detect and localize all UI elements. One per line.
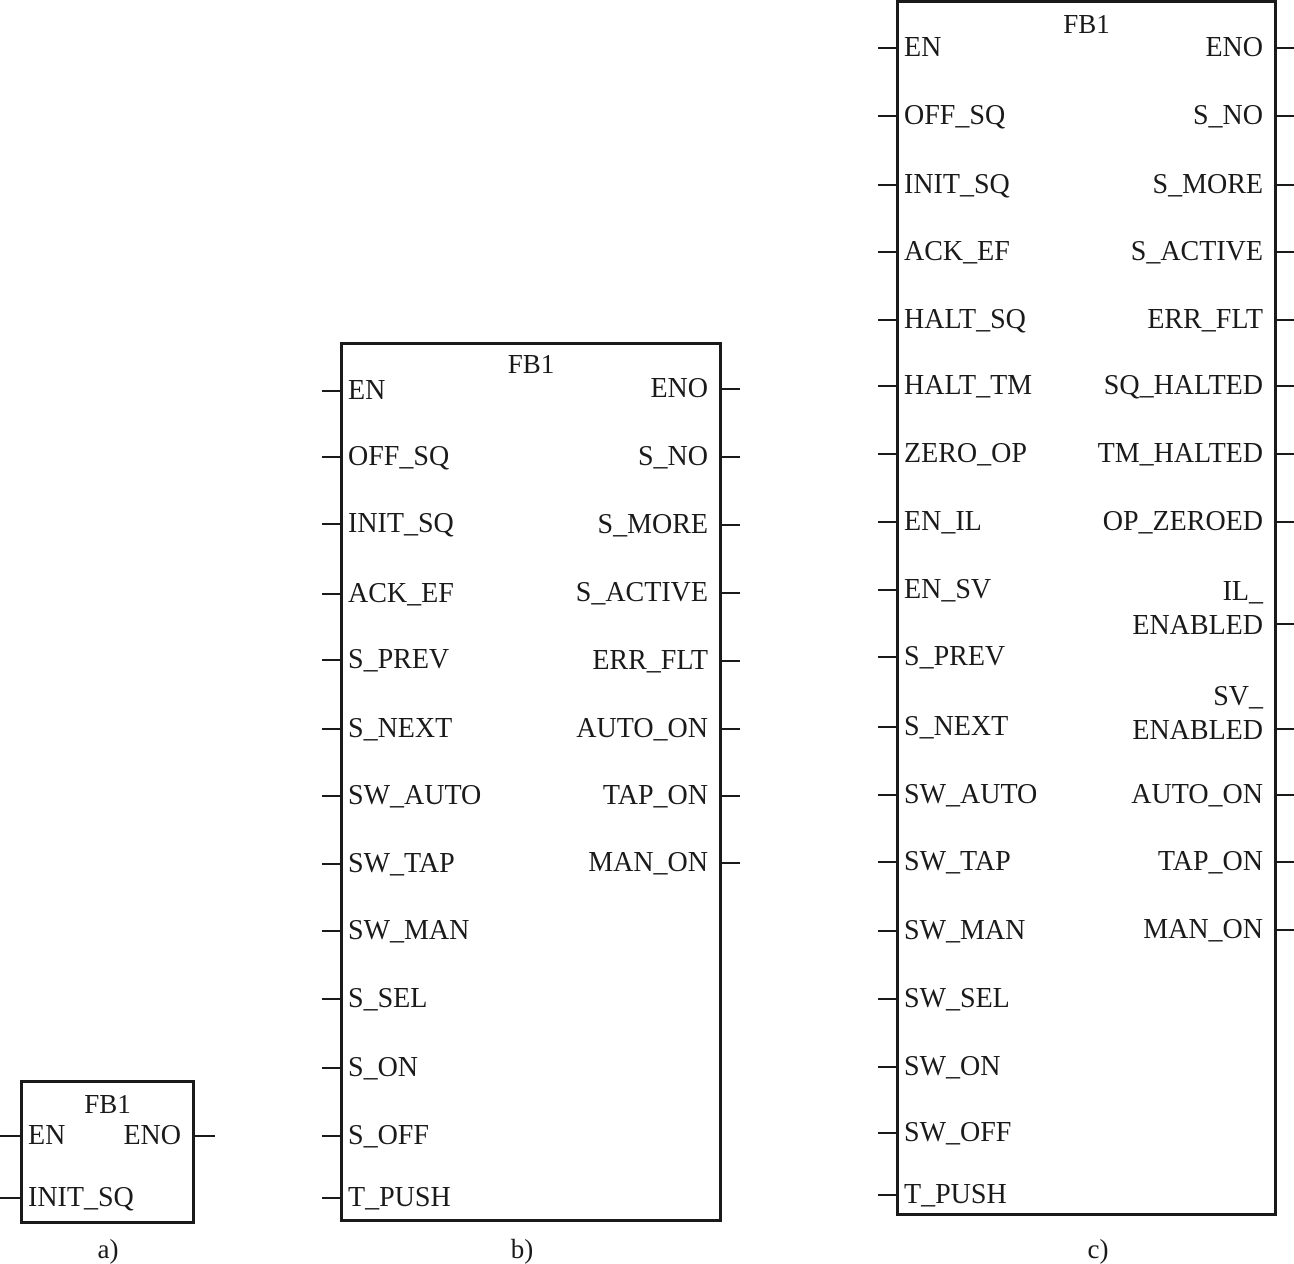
block-b-output-stub xyxy=(722,456,740,458)
block-b-input-stub xyxy=(322,795,340,797)
block-a-input-stub xyxy=(0,1197,20,1199)
block-c-input-stub xyxy=(878,998,896,1000)
block-c-output-stub xyxy=(1277,929,1294,931)
block-c-input-label: EN_SV xyxy=(904,574,992,605)
block-a-input-label: EN xyxy=(28,1120,66,1151)
block-b-output-label: ERR_FLT xyxy=(592,645,708,676)
block-b-output-stub xyxy=(722,660,740,662)
block-b-input-label: S_SEL xyxy=(348,983,428,1014)
block-c-output-label: S_ACTIVE xyxy=(1130,236,1263,267)
block-c-input-label: INIT_SQ xyxy=(904,169,1010,200)
block-c-output-stub xyxy=(1277,115,1294,117)
block-b-output-label: TAP_ON xyxy=(602,780,708,811)
block-b-output-label: S_MORE xyxy=(597,509,708,540)
block-c-input-stub xyxy=(878,453,896,455)
block-b-title: FB1 xyxy=(507,349,555,379)
block-b-input-label: S_OFF xyxy=(348,1120,429,1151)
block-b-input-label: ACK_EF xyxy=(348,578,454,609)
block-c-output-stub xyxy=(1277,319,1294,321)
block-a-input-label: INIT_SQ xyxy=(28,1182,134,1213)
block-b-output-stub xyxy=(722,524,740,526)
block-c-input-stub xyxy=(878,251,896,253)
block-b-input-stub xyxy=(322,659,340,661)
block-b-input-stub xyxy=(322,456,340,458)
block-c-input-stub xyxy=(878,794,896,796)
block-c-output-label: TAP_ON xyxy=(1157,846,1263,877)
block-c-title: FB1 xyxy=(1063,9,1110,39)
block-b-input-stub xyxy=(322,523,340,525)
block-c-input-stub xyxy=(878,656,896,658)
block-c-output-stub xyxy=(1277,251,1294,253)
block-c-output-stub xyxy=(1277,728,1294,730)
block-b-output-stub xyxy=(722,728,740,730)
caption-b: b) xyxy=(510,1234,534,1264)
block-c-input-label: SW_AUTO xyxy=(904,779,1038,810)
block-c-input-label: SW_SEL xyxy=(904,983,1010,1014)
block-c-input-label: EN xyxy=(904,32,942,63)
block-b-output-label: MAN_ON xyxy=(588,847,708,878)
block-c-output-stub xyxy=(1277,184,1294,186)
block-a-output-label: ENO xyxy=(123,1120,181,1151)
block-c-output-label: SQ_HALTED xyxy=(1103,370,1263,401)
block-c-input-label: S_NEXT xyxy=(904,711,1009,742)
block-c-output-label: SV_ ENABLED xyxy=(1132,681,1263,746)
block-c-input-label: EN_IL xyxy=(904,506,982,537)
block-c-output-label: ENO xyxy=(1205,32,1263,63)
block-b-input-label: SW_AUTO xyxy=(348,780,482,811)
caption-c: c) xyxy=(1087,1234,1109,1264)
block-c-output-label: IL_ ENABLED xyxy=(1132,576,1263,641)
block-c-input-label: HALT_TM xyxy=(904,370,1033,401)
block-c-output-label: S_NO xyxy=(1192,100,1263,131)
block-c-input-stub xyxy=(878,184,896,186)
block-c-input-stub xyxy=(878,1194,896,1196)
block-c-output-label: TM_HALTED xyxy=(1097,438,1263,469)
block-b-input-label: INIT_SQ xyxy=(348,508,454,539)
block-b-output-label: ENO xyxy=(650,373,708,404)
block-c-output-label: ERR_FLT xyxy=(1147,304,1263,335)
block-b-input-stub xyxy=(322,863,340,865)
block-a-output-stub xyxy=(195,1135,215,1137)
block-c-input-label: SW_OFF xyxy=(904,1117,1012,1148)
block-c-input-stub xyxy=(878,1132,896,1134)
block-c-output-stub xyxy=(1277,623,1294,625)
block-b-output-stub xyxy=(722,592,740,594)
block-b-input-label: S_ON xyxy=(348,1052,419,1083)
block-b-input-stub xyxy=(322,998,340,1000)
block-b-output-stub xyxy=(722,388,740,390)
block-b-input-stub xyxy=(322,1197,340,1199)
block-c-input-label: S_PREV xyxy=(904,641,1006,672)
block-b-output-stub xyxy=(722,795,740,797)
block-b-output-label: S_NO xyxy=(637,441,708,472)
block-c-input-stub xyxy=(878,861,896,863)
block-c-input-stub xyxy=(878,930,896,932)
block-b-input-label: S_PREV xyxy=(348,644,450,675)
block-c-input-label: SW_MAN xyxy=(904,915,1026,946)
block-c-input-label: ACK_EF xyxy=(904,236,1010,267)
block-c-input-label: T_PUSH xyxy=(904,1179,1007,1210)
block-a-title: FB1 xyxy=(84,1089,131,1119)
block-c-input-stub xyxy=(878,1066,896,1068)
block-b-input-stub xyxy=(322,1067,340,1069)
block-c-input-stub xyxy=(878,319,896,321)
block-c-output-label: OP_ZEROED xyxy=(1102,506,1263,537)
block-b-input-label: OFF_SQ xyxy=(348,441,450,472)
block-c-output-stub xyxy=(1277,794,1294,796)
block-c-input-label: ZERO_OP xyxy=(904,438,1027,469)
block-b-input-stub xyxy=(322,728,340,730)
block-b-input-label: S_NEXT xyxy=(348,713,453,744)
block-c-output-label: MAN_ON xyxy=(1143,914,1263,945)
block-c-input-stub xyxy=(878,726,896,728)
block-c-input-label: HALT_SQ xyxy=(904,304,1026,335)
block-b-input-label: SW_MAN xyxy=(348,915,470,946)
block-b-input-label: SW_TAP xyxy=(348,848,455,879)
caption-a: a) xyxy=(97,1234,119,1264)
block-c-output-label: AUTO_ON xyxy=(1131,779,1263,810)
block-b-input-stub xyxy=(322,930,340,932)
block-c-input-label: SW_TAP xyxy=(904,846,1011,877)
block-c-input-stub xyxy=(878,385,896,387)
block-c-input-label: OFF_SQ xyxy=(904,100,1006,131)
block-c-input-stub xyxy=(878,521,896,523)
block-b-input-stub xyxy=(322,1135,340,1137)
block-c-input-stub xyxy=(878,47,896,49)
block-c-input-label: SW_ON xyxy=(904,1051,1001,1082)
block-b-input-stub xyxy=(322,593,340,595)
block-a-input-stub xyxy=(0,1135,20,1137)
block-c-input-stub xyxy=(878,115,896,117)
block-b-input-stub xyxy=(322,390,340,392)
block-b-input-label: T_PUSH xyxy=(348,1182,451,1213)
block-b-output-label: AUTO_ON xyxy=(576,713,708,744)
block-b-input-label: EN xyxy=(348,375,386,406)
block-c-output-stub xyxy=(1277,453,1294,455)
block-c-output-stub xyxy=(1277,385,1294,387)
block-b-output-stub xyxy=(722,862,740,864)
block-c-output-stub xyxy=(1277,861,1294,863)
block-c-output-label: S_MORE xyxy=(1152,169,1263,200)
block-b-output-label: S_ACTIVE xyxy=(575,577,708,608)
block-c-input-stub xyxy=(878,589,896,591)
block-c-output-stub xyxy=(1277,521,1294,523)
block-c-output-stub xyxy=(1277,47,1294,49)
